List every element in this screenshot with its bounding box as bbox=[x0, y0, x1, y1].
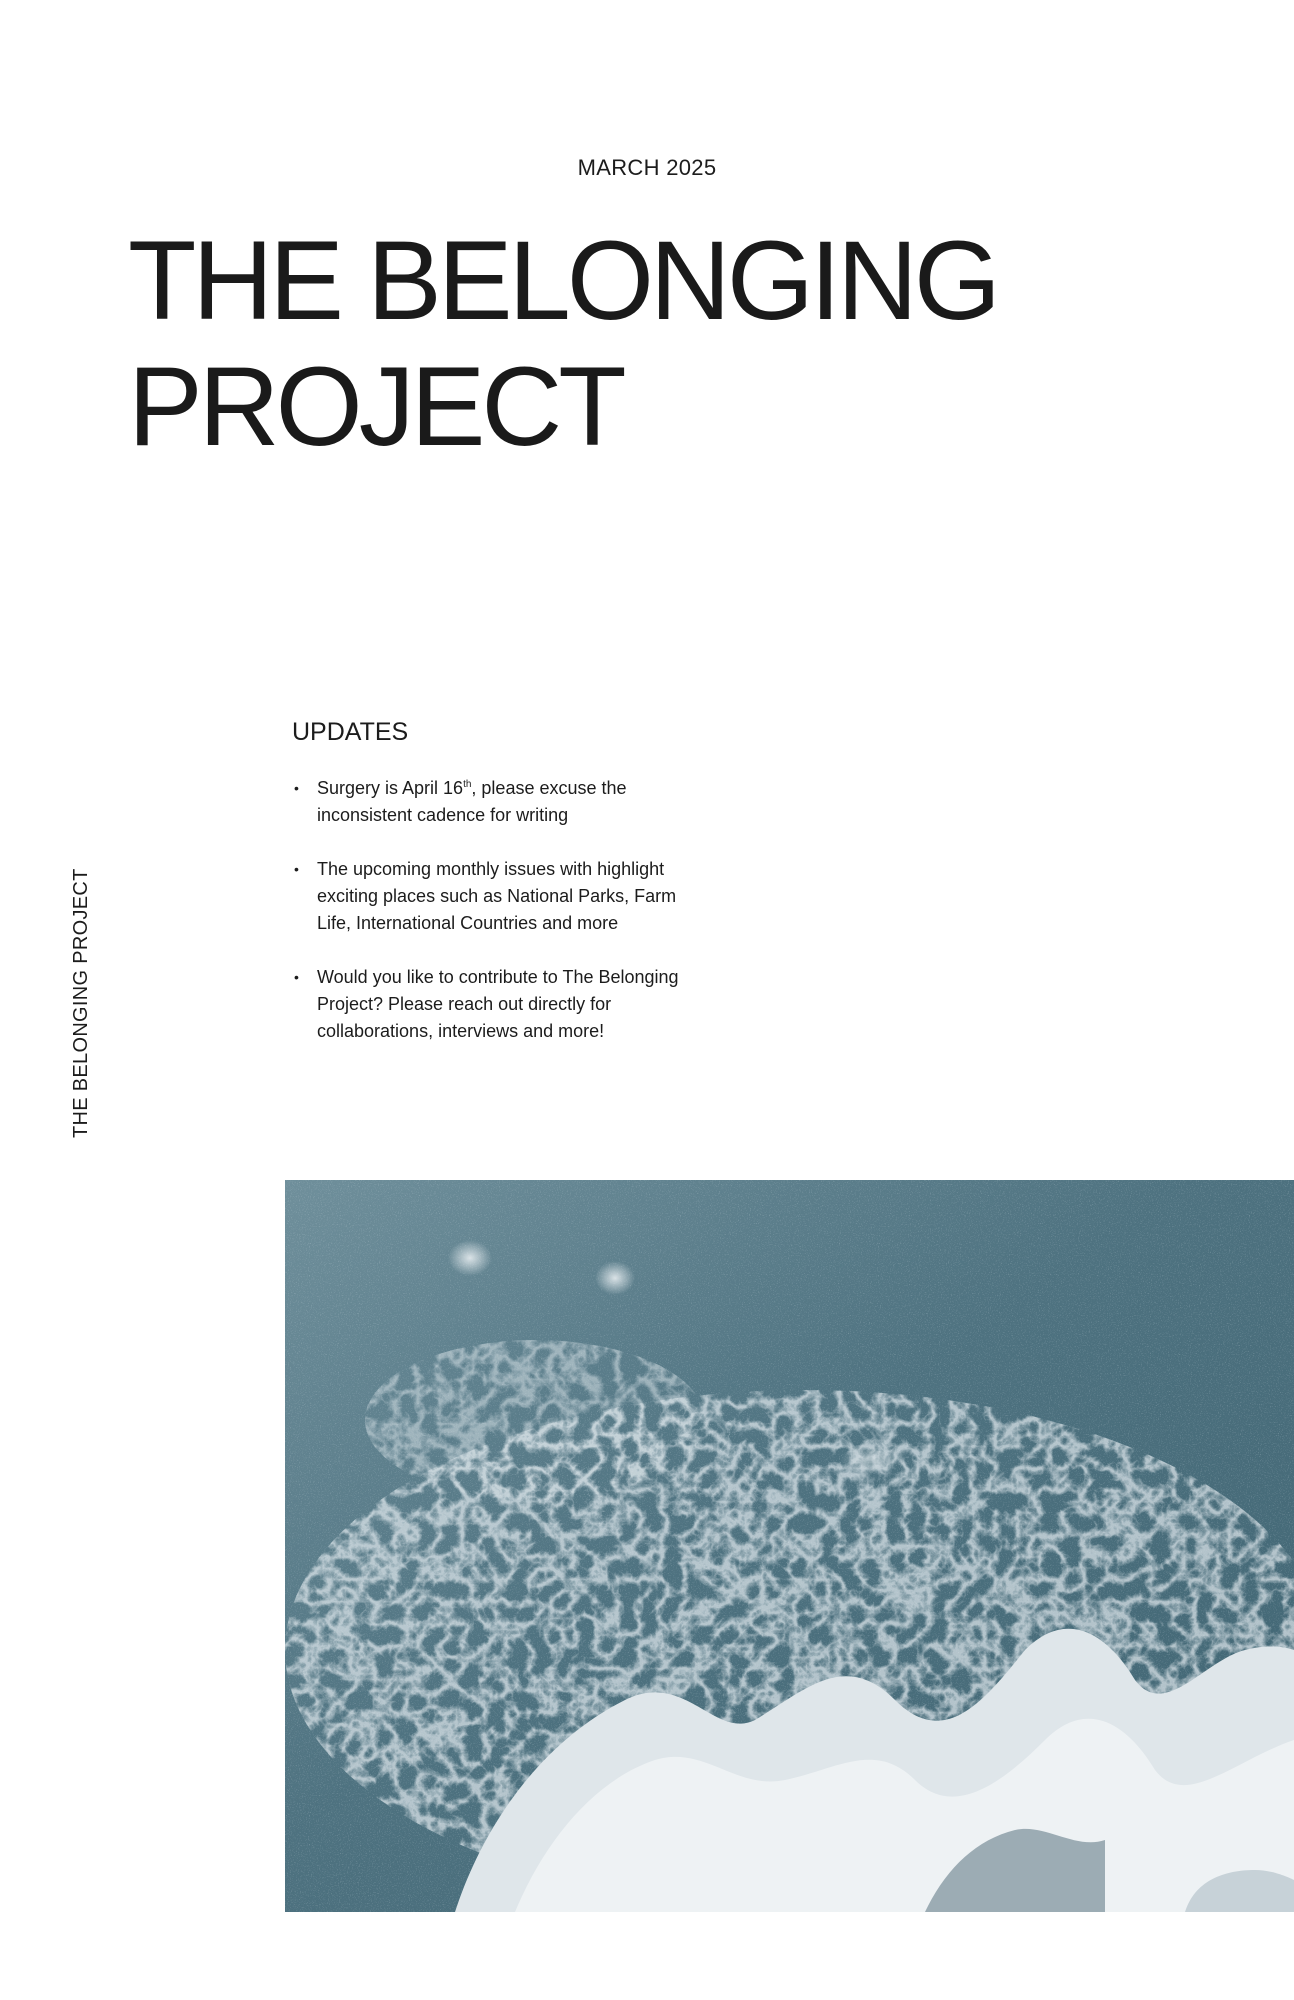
update-1-superscript: th bbox=[463, 779, 472, 790]
issue-date: MARCH 2025 bbox=[577, 155, 717, 180]
updates-list bbox=[292, 775, 712, 1072]
update-3-text: Would you like to contribute to The Belonging Project? Please reach out directly for collaborations, interviews and more! bbox=[317, 967, 679, 1041]
vertical-side-label: THE BELONGING PROJECT bbox=[70, 868, 92, 1138]
list-item bbox=[292, 964, 712, 1045]
update-2-text: The upcoming monthly issues with highlight exciting places such as National Parks, Farm Life, International Countries and more bbox=[317, 859, 677, 933]
update-1-text-continued: , please excuse the inconsistent cadence for writing bbox=[317, 778, 627, 825]
list-item bbox=[292, 775, 712, 829]
list-item bbox=[292, 856, 712, 937]
bullet-icon: • bbox=[294, 861, 299, 877]
frozen-lake-illustration bbox=[285, 1180, 1294, 1912]
frozen-lake-photo bbox=[285, 1180, 1294, 1912]
page-title-line-1: THE BELONGING bbox=[128, 218, 998, 343]
bullet-icon: • bbox=[294, 780, 299, 796]
page-title bbox=[128, 218, 997, 470]
update-1-text: Surgery is April 16 bbox=[317, 778, 464, 798]
page-title-line-2: PROJECT bbox=[128, 344, 623, 469]
updates-heading: UPDATES bbox=[292, 718, 409, 746]
bullet-icon: • bbox=[294, 969, 299, 985]
